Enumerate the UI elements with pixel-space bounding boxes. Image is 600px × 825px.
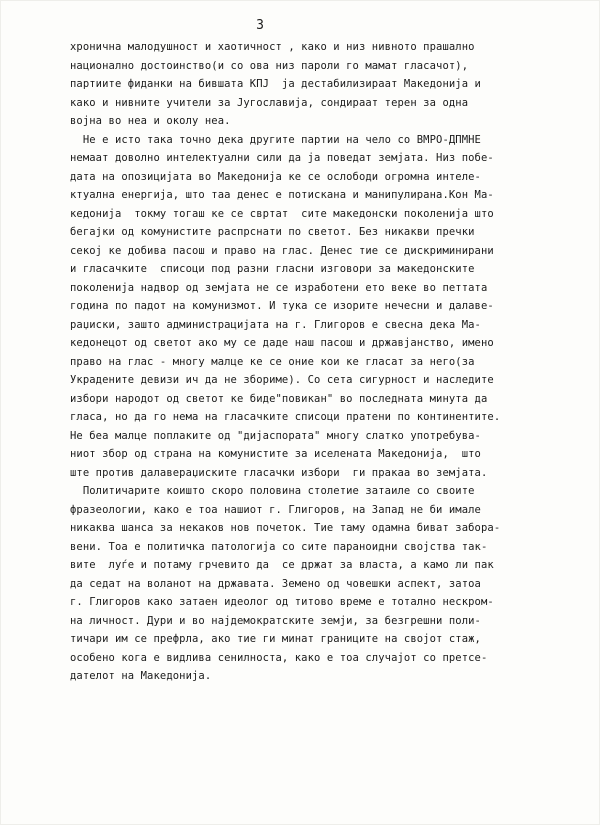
text-line: никаква шанса за некаков нов почеток. Тие таму одамна биват заборa-: [70, 522, 501, 534]
text-line: Украдените девизи ич да не зборимe). Со сета сигурност и наследите: [70, 374, 494, 386]
text-line: поколенија надвор од земјата не се изработени ето веке во петтата: [70, 281, 488, 294]
text-line: раџиски, зашто администрацијата на г. Глигоров е свесна дека Ма-: [70, 318, 481, 331]
text-line: Политичарите коишто скоро половина столетие затаиле со своите: [70, 485, 475, 497]
text-line: национално достоинство(и со ова низ пароли го мамат гласачот),: [70, 59, 469, 72]
text-line: тичари им се префрла, ако тие ги минат границите на својот стаж,: [70, 633, 481, 645]
text-line: ктуална енергија, што таа денес е потискана и манипулирана.Кон Ма-: [70, 189, 494, 201]
text-line: вите луѓе и потаму грчевито да се држат за власта, а камо ли пак: [70, 559, 494, 571]
text-line: партиите фиданки на бившата КПЈ ја дестабилизираат Македонија и: [70, 78, 481, 90]
text-line: секој ке добива пасош и право на глас. Денес тие се дискриминирани: [70, 244, 494, 257]
text-line: фразеологии, како е тоа нашиот г. Глигоров, на Запад не би имале: [70, 503, 481, 516]
text-line: немаат доволно интелектуални сили да ја поведат земјата. Низ побе-: [70, 152, 494, 164]
text-line: војна во неа и околу неа.: [70, 115, 231, 127]
text-line: кедонецот од светот ако му се даде наш пасош и државјанство, имено: [70, 337, 494, 349]
text-line: и гласачките списоци под разни гласни изговори за македонските: [70, 263, 475, 275]
text-line: на личност. Дури и во најдемократските земји, за безгрешни поли-: [70, 614, 481, 627]
text-line: дателот на Македонија.: [70, 670, 212, 682]
text-line: гласа, но да го нема на гласачките списоци пратени по континентите.: [70, 411, 501, 423]
text-line: Не беа малце поплаките од "дијаспората" многу слатко употребува-: [70, 429, 481, 442]
text-line: година по падот на комунизмот. И тука се изорите нечесни и далаве-: [70, 300, 494, 312]
text-line: избори народот од светот ке биде"повикан" во последната минута да: [70, 392, 488, 405]
text-line: ште против далавераџиските гласачки избори ги пракаа во земјата.: [70, 466, 488, 479]
text-line: како и нивните учители за Југославија, сондираат терен за одна: [70, 96, 469, 109]
text-line: кедонија токму тогаш ке се свртат сите македонски поколенија што: [70, 207, 494, 220]
page-number: 3: [256, 18, 264, 33]
text-line: Не е исто така точно дека другите партии на чело со ВМРО-ДПМНЕ: [70, 133, 481, 146]
text-line: бегаjки од комунистите распрснати по светот. Без никакви пречки: [70, 226, 475, 238]
text-line: дата на опозицијата во Македонија ке се ослободи огромна интеле-: [70, 170, 481, 183]
text-line: особено кога е видлива сенилноста, како е тоа случајот со претсе-: [70, 651, 488, 664]
text-line: да седат на воланот на државата. Земено од човешки аспект, затоа: [70, 577, 481, 590]
text-line: ниот збор од страна на комунистите за иселената Македонија, што: [70, 448, 481, 460]
text-line: право на глас - многу малце ке се оние кои ке гласат за него(за: [70, 355, 475, 368]
text-line: хронична малодушност и хаотичност , како и низ нивното прашално: [70, 41, 475, 53]
text-line: г. Глигоров како затаен идеолог од титово време е тотално нескром-: [70, 596, 494, 608]
text-line: вени. Тоа е политичка патологија со сите параноидни својства так-: [70, 540, 488, 553]
document-body: [70, 38, 560, 686]
